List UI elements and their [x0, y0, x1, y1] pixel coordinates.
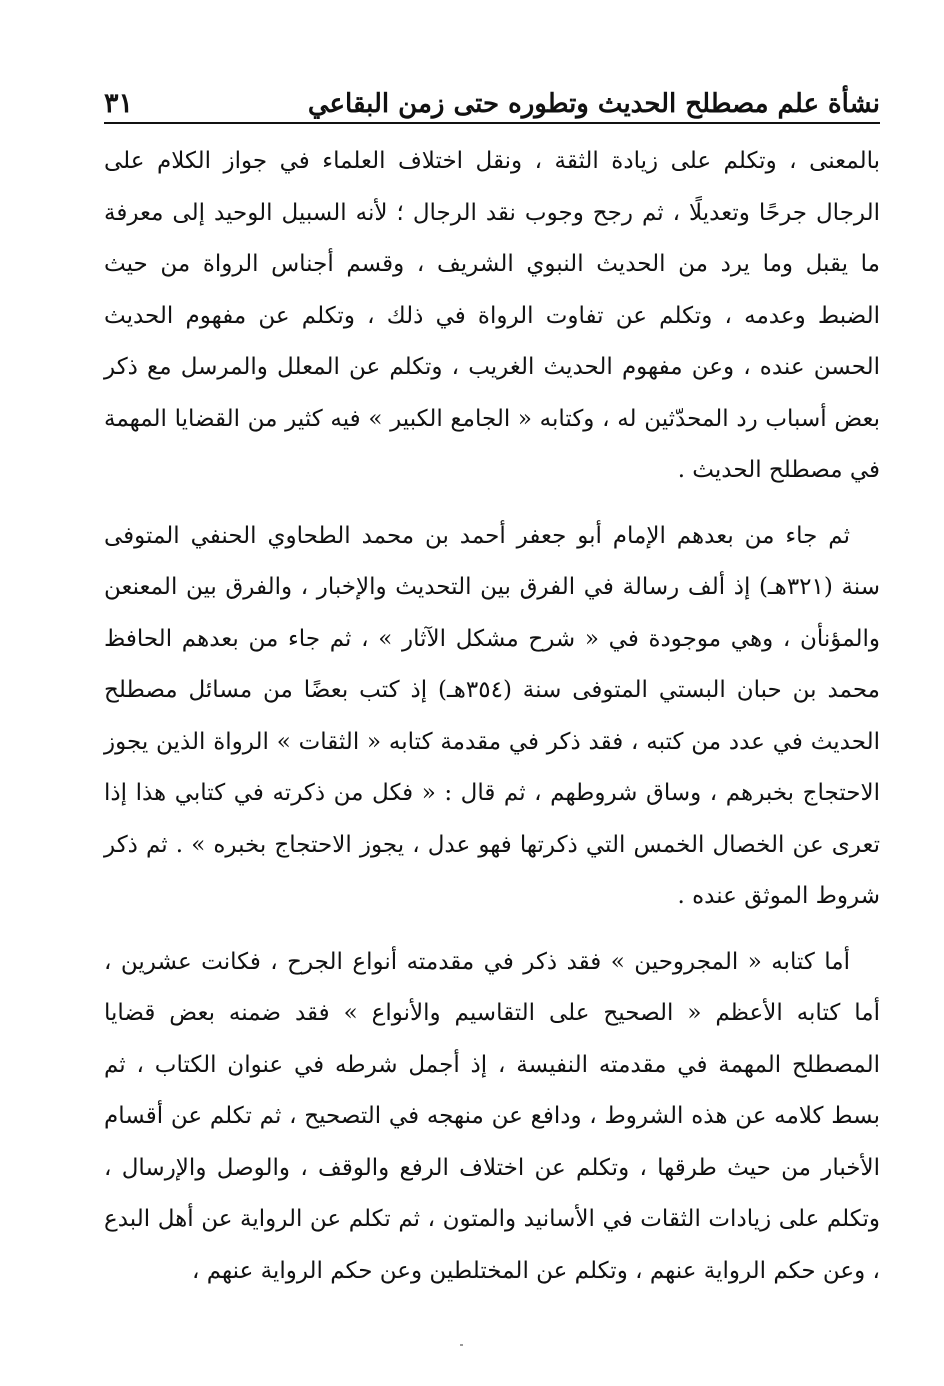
footer-mark — [460, 1344, 463, 1346]
header-rule — [104, 122, 880, 124]
paragraph-tahawi-ibn-hibban: ثم جاء من بعدهم الإمام أبو جعفر أحمد بن محمد الطحاوي الحنفي المتوفى سنة (٣٢١هـ) إذ ألف رسالة في الفرق بين التحديث والإخبار ، والفرق بين المعنعن والمؤنأن ، وهي موجودة في « شرح مشكل الآثار » ، ثم جاء من بعدهم الحافظ محمد بن حبان البستي المتوفى سنة (٣٥٤هـ) إذ كتب بعضًا من مسائل مصطلح الحديث في عدد من كتبه ، فقد ذكر في مقدمة كتابه « الثقات » الرواة الذين يجوز الاحتجاج بخبرهم ، وساق شروطهم ، ثم قال : « فكل من ذكرته في كتابي هذا إذا تعرى عن الخصال الخمس التي ذكرتها فهو عدل ، يجوز الاحتجاج بخبره » . ثم ذكر شروط الموثق عنده . — [104, 522, 881, 909]
running-header — [104, 68, 880, 120]
running-title: نشأة علم مصطلح الحديث وتطوره حتى زمن البقاعي — [307, 88, 880, 119]
paragraph-continuation: بالمعنى ، وتكلم على زيادة الثقة ، ونقل اختلاف العلماء في جواز الكلام على الرجال جرحًا وتعديلًا ، ثم رجح وجوب نقد الرجال ؛ لأنه السبيل الوحيد إلى معرفة ما يقبل وما يرد من الحديث النبوي الشريف ، وقسم أجناس الرواة من حيث الضبط وعدمه ، وتكلم عن تفاوت الرواة في ذلك ، وتكلم عن مفهوم الحديث الحسن عنده ، وعن مفهوم الحديث الغريب ، وتكلم عن المعلل والمرسل مع ذكر بعض أسباب رد المحدّثين له ، وكتابه « الجامع الكبير » فيه كثير من القضايا المهمة في مصطلح الحديث . — [104, 148, 880, 483]
paragraph-majruhin-sahih: أما كتابه « المجروحين » فقد ذكر في مقدمته أنواع الجرح ، فكانت عشرين ، أما كتابه الأعظم « الصحيح على التقاسيم والأنواع » فقد ضمنه بعض قضايا المصطلح المهمة في مقدمته النفيسة ، إذ أجمل شرطه في عنوان الكتاب ، ثم بسط كلامه عن هذه الشروط ، ودافع عن منهجه في التصحيح ، ثم تكلم عن أقسام الأخبار من حيث طرقها ، وتكلم عن اختلاف الرفع والوقف ، والوصل والإرسال ، وتكلم على زيادات الثقات في الأسانيد والمتون ، ثم تكلم عن الرواية عن أهل البدع ، وعن حكم الرواية عنهم ، وتكلم عن المختلطين وعن حكم الرواية عنهم ، — [104, 948, 880, 1284]
page-number: ٣١ — [104, 87, 134, 119]
body-text — [104, 136, 880, 1297]
